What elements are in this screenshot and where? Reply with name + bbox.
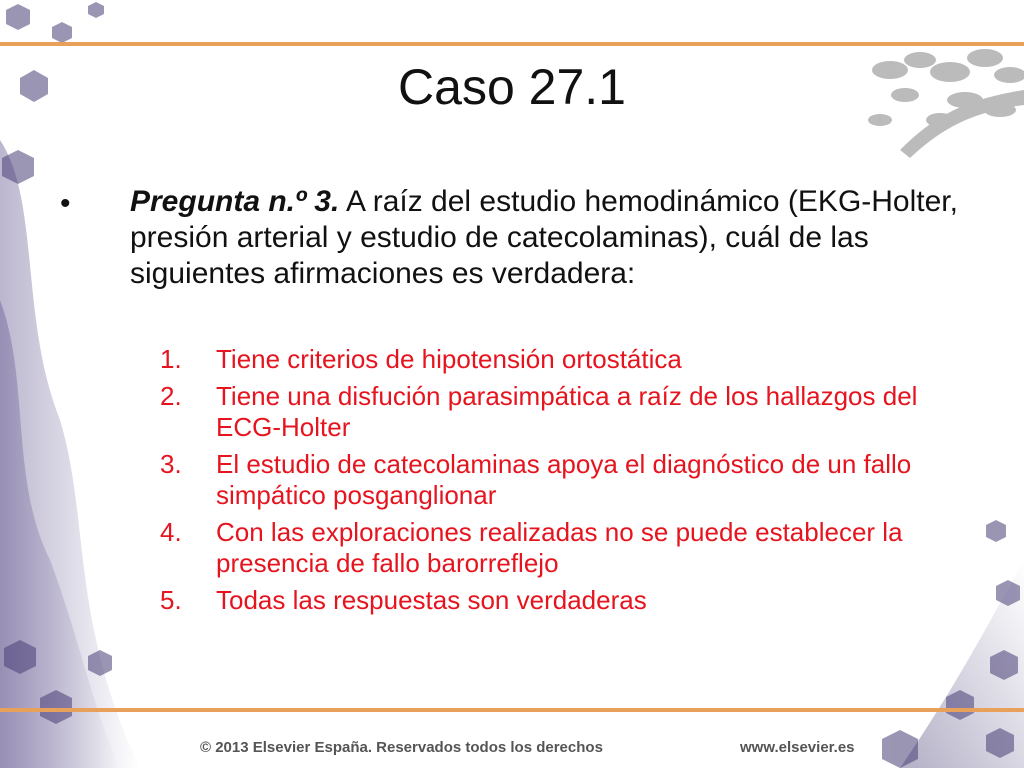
- footer-copyright: © 2013 Elsevier España. Reservados todos los derechos: [200, 739, 603, 756]
- option-number: 3.: [160, 449, 182, 479]
- option-text: El estudio de catecolaminas apoya el diagnóstico de un fallo simpático posganglionar: [216, 449, 912, 510]
- answer-option: [160, 381, 920, 443]
- option-number: 2.: [160, 381, 182, 411]
- answer-option: [160, 344, 920, 375]
- option-text: Con las exploraciones realizadas no se puede establecer la presencia de fallo barorreflejo: [216, 517, 903, 578]
- option-number: 5.: [160, 585, 182, 615]
- question-text: [130, 184, 970, 292]
- answer-option: [160, 449, 920, 511]
- answer-options: [160, 344, 920, 622]
- option-number: 4.: [160, 517, 182, 547]
- question-body: A raíz del estudio hemodinámico (EKG-Holter, presión arterial y estudio de catecolaminas), cuál de las siguientes afirmaciones es verdadera:: [130, 185, 958, 290]
- bottom-accent-rule: [0, 708, 1024, 712]
- option-text: Todas las respuestas son verdaderas: [216, 585, 647, 615]
- question-label: Pregunta n.º 3.: [130, 185, 340, 218]
- footer-url: www.elsevier.es: [740, 739, 855, 756]
- option-text: Tiene una disfución parasimpática a raíz de los hallazgos del ECG-Holter: [216, 381, 918, 442]
- bullet-dot: •: [60, 187, 71, 220]
- answer-option: [160, 517, 920, 579]
- option-text: Tiene criterios de hipotensión ortostática: [216, 344, 682, 374]
- option-number: 1.: [160, 344, 182, 374]
- slide-title: Caso 27.1: [398, 59, 626, 115]
- answer-option: [160, 585, 920, 616]
- top-accent-rule: [0, 42, 1024, 46]
